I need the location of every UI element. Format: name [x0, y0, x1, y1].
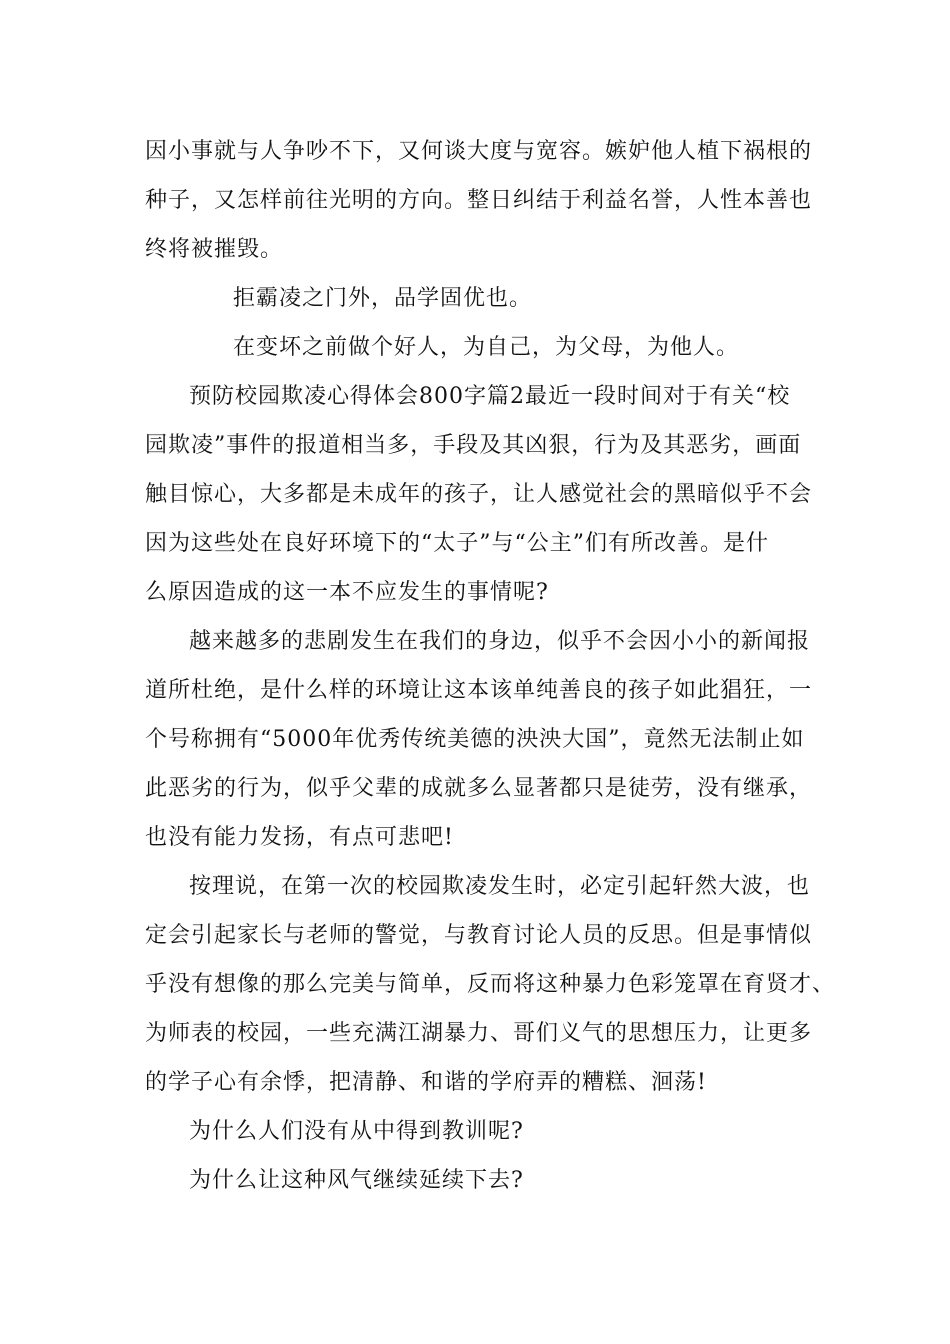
text-line: 种子，又怎样前往光明的方向。整日纠结于利益名誉，人性本善也 — [145, 188, 813, 213]
text-line: 道所杜绝，是什么样的环境让这本该单纯善良的孩子如此猖狂，一 — [145, 678, 813, 703]
text-line: 定会引起家长与老师的警觉，与教育讨论人员的反思。但是事情似 — [145, 923, 813, 948]
text-line: 因为这些处在良好环境下的“太子”与“公主”们有所改善。是什 — [145, 531, 769, 556]
text-line: 因小事就与人争吵不下，又何谈大度与宽容。嫉妒他人植下祸根的 — [145, 139, 813, 164]
text-line: 为师表的校园，一些充满江湖暴力、哥们义气的思想压力，让更多 — [145, 1021, 813, 1046]
paragraph-slogan-2: 在变坏之前做个好人，为自己，为父母，为他人。 — [233, 335, 740, 360]
paragraph-essay-2-intro — [145, 372, 813, 617]
document-body — [145, 127, 836, 1205]
paragraph-tragedies — [145, 617, 813, 862]
text-line: 预防校园欺凌心得体会800字篇2最近一段时间对于有关“校 — [189, 384, 791, 409]
paragraph-continuation — [145, 127, 813, 274]
text-line: 按理说，在第一次的校园欺凌发生时，必定引起轩然大波，也 — [189, 874, 811, 899]
paragraph-question-1: 为什么人们没有从中得到教训呢? — [189, 1119, 524, 1144]
paragraph-slogan-1: 拒霸凌之门外，品学固优也。 — [233, 286, 533, 311]
text-line: 的学子心有余悸，把清静、和谐的学府弄的糟糕、洄荡! — [145, 1070, 707, 1095]
text-line: 触目惊心，大多都是未成年的孩子，让人感觉社会的黑暗似乎不会 — [145, 482, 813, 507]
text-line: 园欺凌”事件的报道相当多，手段及其凶狠，行为及其恶劣，画面 — [145, 433, 802, 458]
text-line: 个号称拥有“5000年优秀传统美德的泱泱大国”，竟然无法制止如 — [145, 727, 805, 752]
text-line: 也没有能力发扬，有点可悲吧! — [145, 825, 454, 850]
paragraph-question-2: 为什么让这种风气继续延续下去? — [189, 1168, 524, 1193]
text-line: 么原因造成的这一本不应发生的事情呢? — [145, 580, 549, 605]
text-line: 乎没有想像的那么完美与简单，反而将这种暴力色彩笼罩在育贤才、 — [145, 972, 836, 997]
text-line: 终将被摧毁。 — [145, 237, 284, 262]
text-line: 此恶劣的行为，似乎父辈的成就多么显著都只是徒劳，没有继承， — [145, 776, 813, 801]
text-line: 越来越多的悲剧发生在我们的身边，似乎不会因小小的新闻报 — [189, 629, 811, 654]
paragraph-reasoning — [145, 862, 836, 1107]
